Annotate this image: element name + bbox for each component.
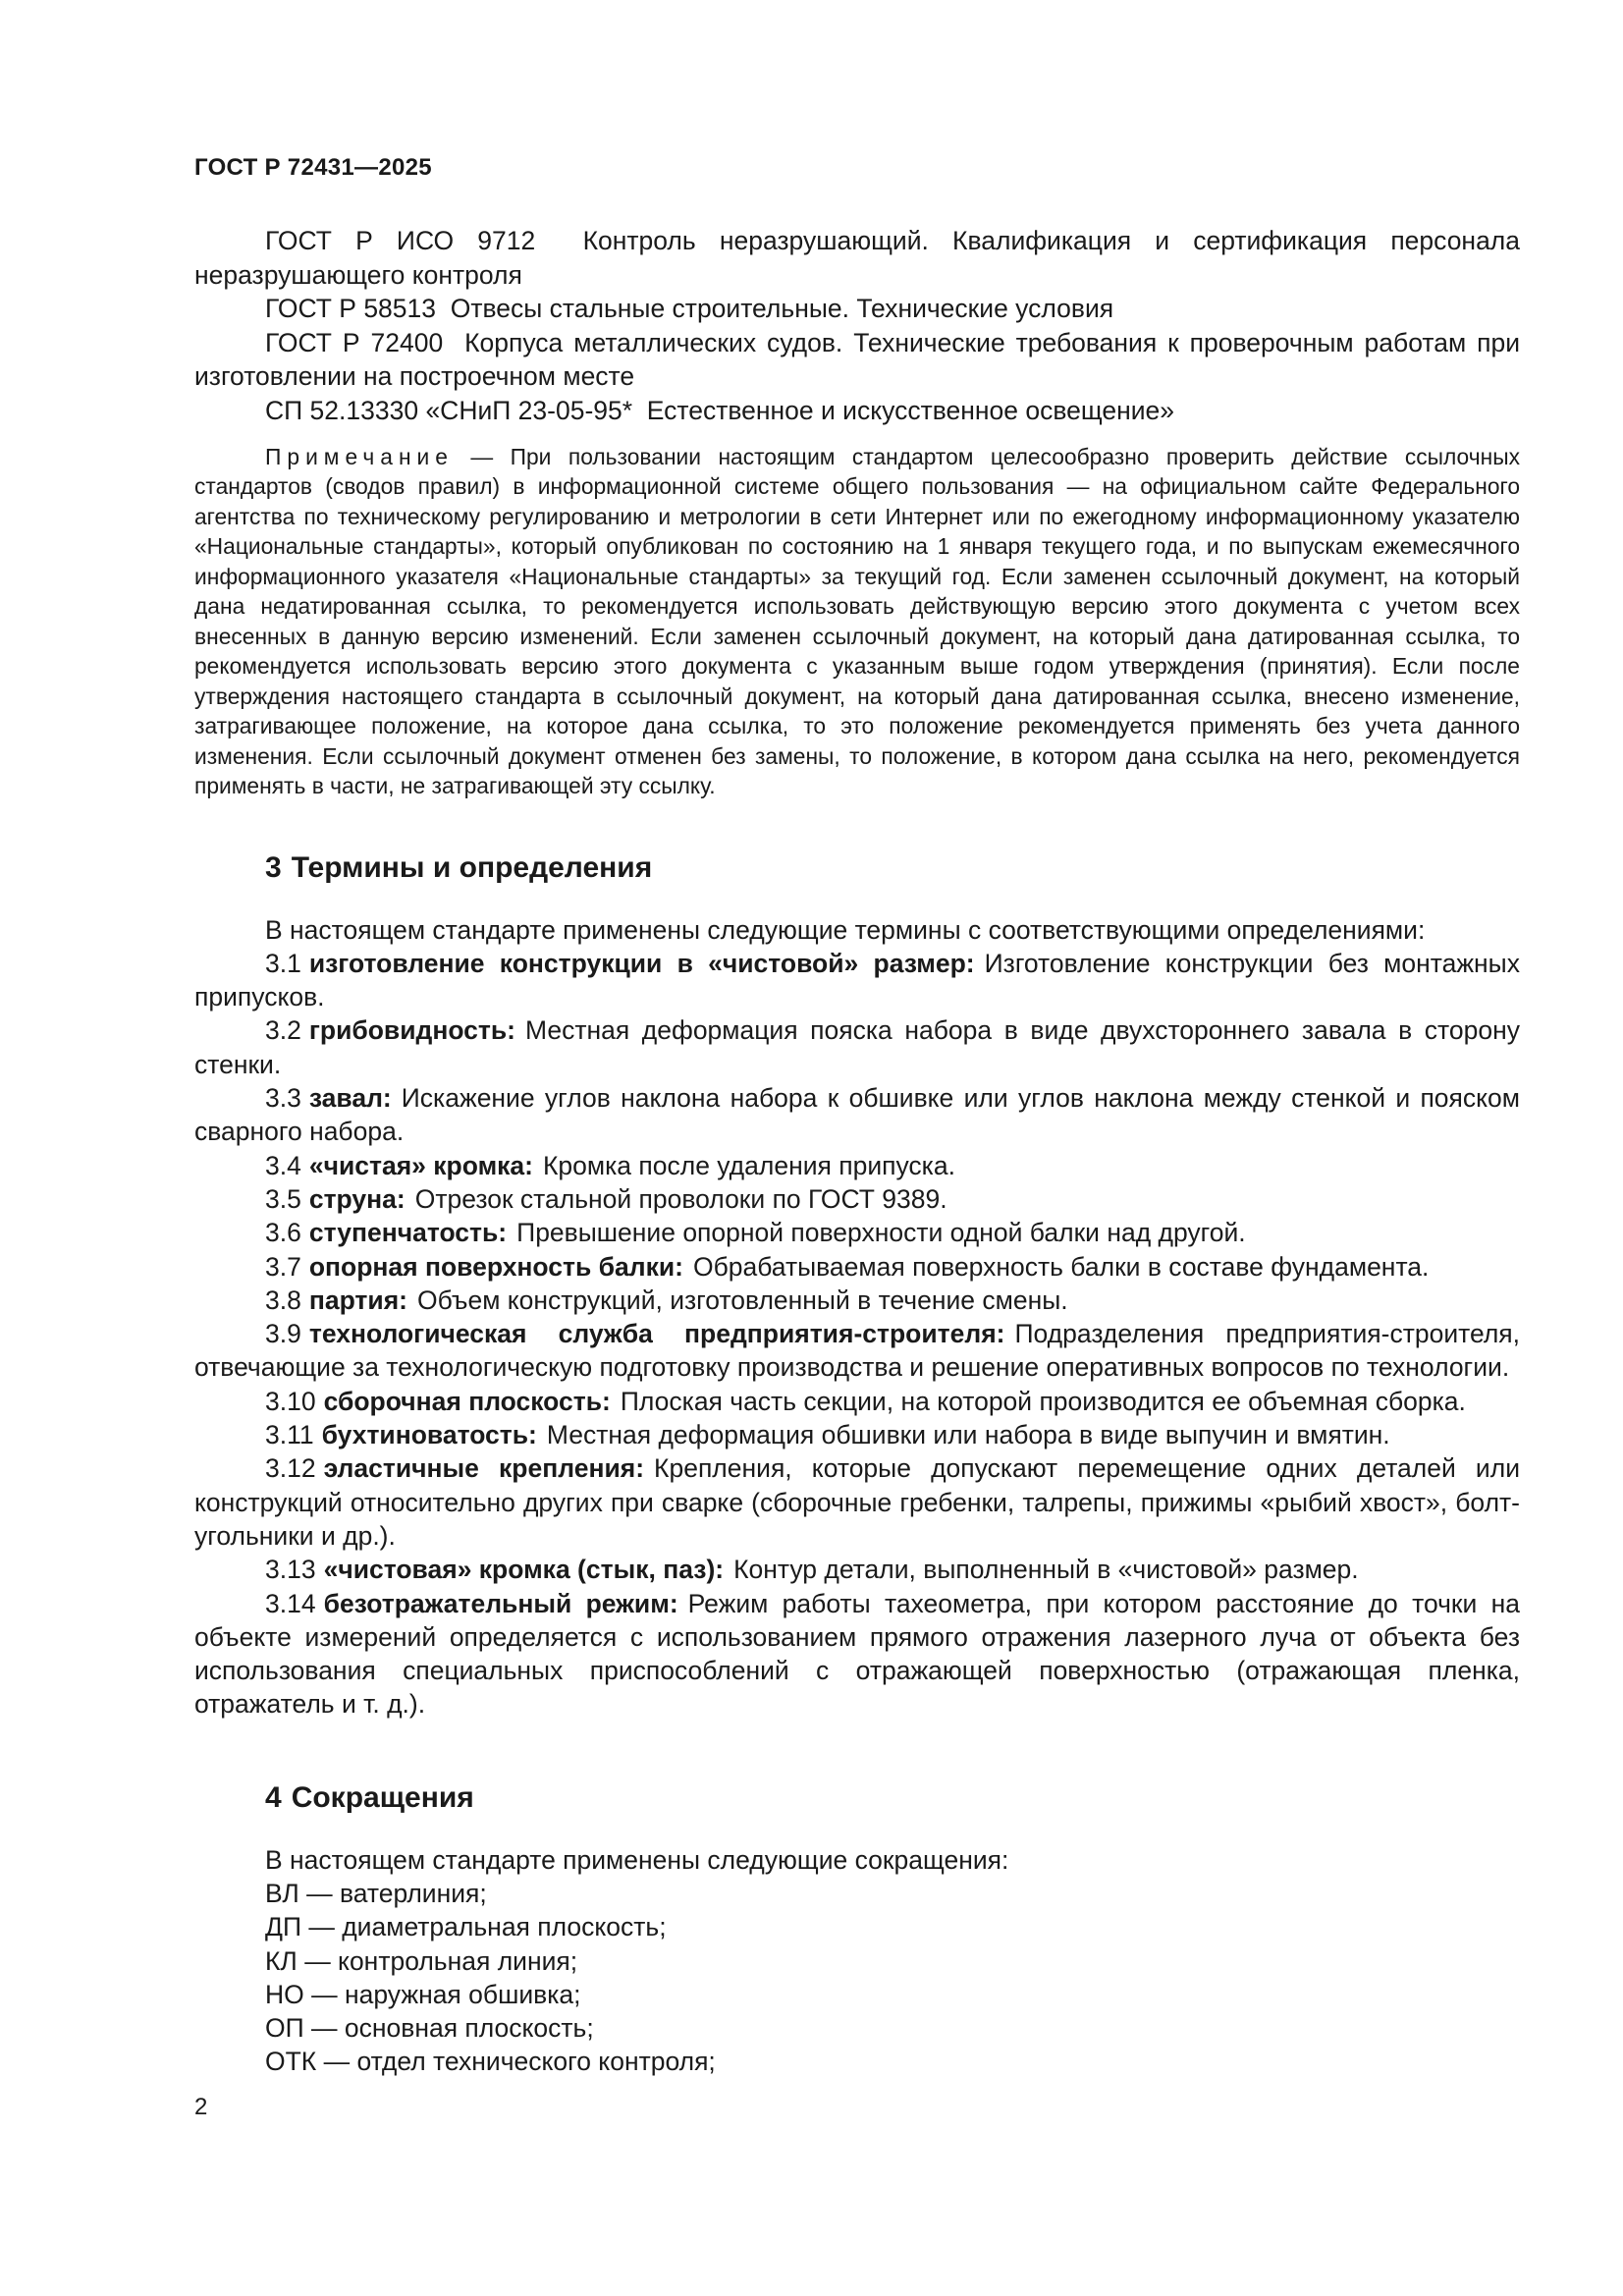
term-definition: Местная деформация обшивки или набора в виде выпучин и вмятин. <box>546 1420 1390 1450</box>
term-number: 3.10 <box>265 1386 316 1416</box>
reference-item <box>194 394 1520 428</box>
abbreviation-item: ОТК — отдел технического контроля; <box>265 2047 716 2077</box>
references-note <box>194 442 1520 801</box>
document-code-header: ГОСТ Р 72431—2025 <box>194 154 432 181</box>
term-item <box>194 1081 1520 1149</box>
term-item <box>194 1385 1520 1418</box>
term-number: 3.4 <box>265 1150 301 1180</box>
section-title: Сокращения <box>291 1780 474 1814</box>
reference-code: ГОСТ Р 72400 <box>265 327 444 357</box>
term-number: 3.13 <box>265 1555 316 1585</box>
term-item <box>194 1587 1520 1722</box>
term-item <box>194 1553 1520 1586</box>
term-item <box>194 1250 1520 1284</box>
page-content <box>194 224 1520 2079</box>
term-number: 3.5 <box>265 1183 301 1214</box>
page-number: 2 <box>194 2094 208 2120</box>
section-4-intro: В настоящем стандарте применены следующие сокращения: <box>265 1844 1009 1875</box>
term-title: опорная поверхность балки: <box>308 1251 683 1282</box>
section-title: Термины и определения <box>291 850 653 884</box>
term-definition: Превышение опорной поверхности одной балки над другой. <box>516 1218 1246 1248</box>
term-number: 3.3 <box>265 1083 301 1114</box>
term-title: завал: <box>308 1083 392 1114</box>
term-title: безотражательный режим: <box>323 1588 678 1618</box>
term-definition: Местная деформация пояска набора в виде двухстороннего завала в сторону стенки. <box>194 1015 1520 1079</box>
reference-title: Естественное и искусственное освещение» <box>646 395 1175 425</box>
term-number: 3.6 <box>265 1218 301 1248</box>
term-number: 3.8 <box>265 1285 301 1315</box>
term-title: бухтиноватость: <box>321 1420 537 1450</box>
term-item <box>194 1418 1520 1451</box>
term-item <box>194 1317 1520 1385</box>
note-label: Примечание <box>265 443 454 469</box>
normative-references-list <box>194 224 1520 428</box>
term-title: партия: <box>308 1285 407 1315</box>
term-definition: Обрабатываемая поверхность балки в составе фундамента. <box>692 1251 1430 1282</box>
reference-code: ГОСТ Р ИСО 9712 <box>265 226 536 255</box>
section-3-intro: В настоящем стандарте применены следующие термины с соответствующими определениями: <box>265 914 1426 945</box>
term-number: 3.12 <box>265 1453 316 1484</box>
term-title: струна: <box>308 1183 406 1214</box>
reference-code: ГОСТ Р 58513 <box>265 294 437 324</box>
section-number: 4 <box>265 1780 282 1814</box>
abbreviation-item: КЛ — контрольная линия; <box>265 1945 578 1976</box>
reference-item <box>194 292 1520 326</box>
term-number: 3.14 <box>265 1588 316 1618</box>
reference-item <box>194 326 1520 394</box>
term-item <box>194 1451 1520 1553</box>
term-definition: Режим работы тахеометра, при котором расстояние до точки на объекте измерений определяется с использованием прямого отражения лазерного луча от объекта без использования специальных приспособлений с отражающей поверхностью (отражающая пленка, отражатель и т. д.). <box>194 1588 1520 1720</box>
term-item <box>194 947 1520 1014</box>
reference-title: Отвесы стальные строительные. Технические условия <box>450 294 1114 324</box>
term-number: 3.9 <box>265 1319 301 1349</box>
terms-list <box>194 947 1520 1722</box>
term-definition: Отрезок стальной проволоки по ГОСТ 9389. <box>414 1183 947 1214</box>
reference-title: Корпуса металлических судов. Технические требования к проверочным работам при изготовлении на построечном месте <box>194 327 1521 392</box>
note-text: — При пользовании настоящим стандартом целесообразно проверить действие ссылочных стандартов (сводов правил) в информационной системе общего пользования — на официальном сайте Федерального агентства по техническому регулированию и метрологии в сети Интернет или по ежегодному информационному указателю «Национальные стандарты», который опубликован по состоянию на 1 января текущего года, и по выпускам ежемесячного информационного указателя «Национальные стандарты» за текущий год. Если заменен ссылочный документ, на который дана недатированная ссылка, то рекомендуется использовать действующую версию этого документа с учетом всех внесенных в данную версию изменений. Если заменен ссылочный документ, на который дана датированная ссылка, то рекомендуется использовать версию этого документа с указанным выше годом утверждения (принятия). Если после утверждения настоящего стандарта в ссылочный документ, на который дана датированная ссылка, внесено изменение, затрагивающее положение, на которое дана ссылка, то это положение рекомендуется применять без учета данного изменения. Если ссылочный документ отменен без замены, то положение, в котором дана ссылка на него, рекомендуется применять в части, не затрагивающей эту ссылку. <box>194 443 1520 799</box>
term-number: 3.11 <box>265 1420 314 1450</box>
term-title: «чистовая» кромка (стык, паз): <box>323 1555 725 1585</box>
term-item <box>194 1013 1520 1081</box>
section-3-heading <box>194 848 1520 888</box>
term-definition: Изготовление конструкции без монтажных припусков. <box>194 948 1520 1012</box>
reference-title: Контроль неразрушающий. Квалификация и сертификация персонала неразрушающего контроля <box>194 226 1521 290</box>
term-definition: Объем конструкций, изготовленный в течение смены. <box>416 1285 1068 1315</box>
term-item <box>194 1216 1520 1249</box>
term-title: грибовидность: <box>308 1015 515 1046</box>
term-definition: Кромка после удаления припуска. <box>543 1150 955 1180</box>
abbreviation-item: ДП — диаметральная плоскость; <box>265 1912 667 1942</box>
term-definition: Подразделения предприятия-строителя, отвечающие за технологическую подготовку производства и решение оперативных вопросов по технологии. <box>194 1319 1520 1383</box>
abbreviation-item: НО — наружная обшивка; <box>265 1979 581 2009</box>
abbreviation-item: ОП — основная плоскость; <box>265 2013 594 2044</box>
term-item <box>194 1284 1520 1317</box>
term-definition: Искажение углов наклона набора к обшивке или углов наклона между стенкой и пояском сварного набора. <box>194 1083 1520 1147</box>
term-title: ступенчатость: <box>308 1218 508 1248</box>
term-definition: Плоская часть секции, на которой производится ее объемная сборка. <box>620 1386 1466 1416</box>
term-title: технологическая служба предприятия-строителя: <box>308 1319 1005 1349</box>
term-item <box>194 1149 1520 1182</box>
term-title: эластичные крепления: <box>323 1453 645 1484</box>
term-definition: Крепления, которые допускают перемещение одних деталей или конструкций относительно других при сварке (сборочные гребенки, талрепы, прижимы «рыбий хвост», болт-угольники и др.). <box>194 1453 1520 1551</box>
term-title: «чистая» кромка: <box>308 1150 533 1180</box>
term-title: изготовление конструкции в «чистовой» размер: <box>308 948 975 978</box>
term-item <box>194 1182 1520 1216</box>
term-number: 3.1 <box>265 948 301 978</box>
term-title: сборочная плоскость: <box>323 1386 611 1416</box>
section-number: 3 <box>265 850 282 884</box>
term-definition: Контур детали, выполненный в «чистовой» размер. <box>733 1555 1359 1585</box>
term-number: 3.2 <box>265 1015 301 1046</box>
reference-item <box>194 224 1520 292</box>
section-4-heading <box>194 1778 1520 1818</box>
abbreviations-list <box>194 1877 1520 2079</box>
term-number: 3.7 <box>265 1251 301 1282</box>
reference-code: СП 52.13330 «СНиП 23-05-95* <box>265 395 633 425</box>
abbreviation-item: ВЛ — ватерлиния; <box>265 1878 487 1908</box>
